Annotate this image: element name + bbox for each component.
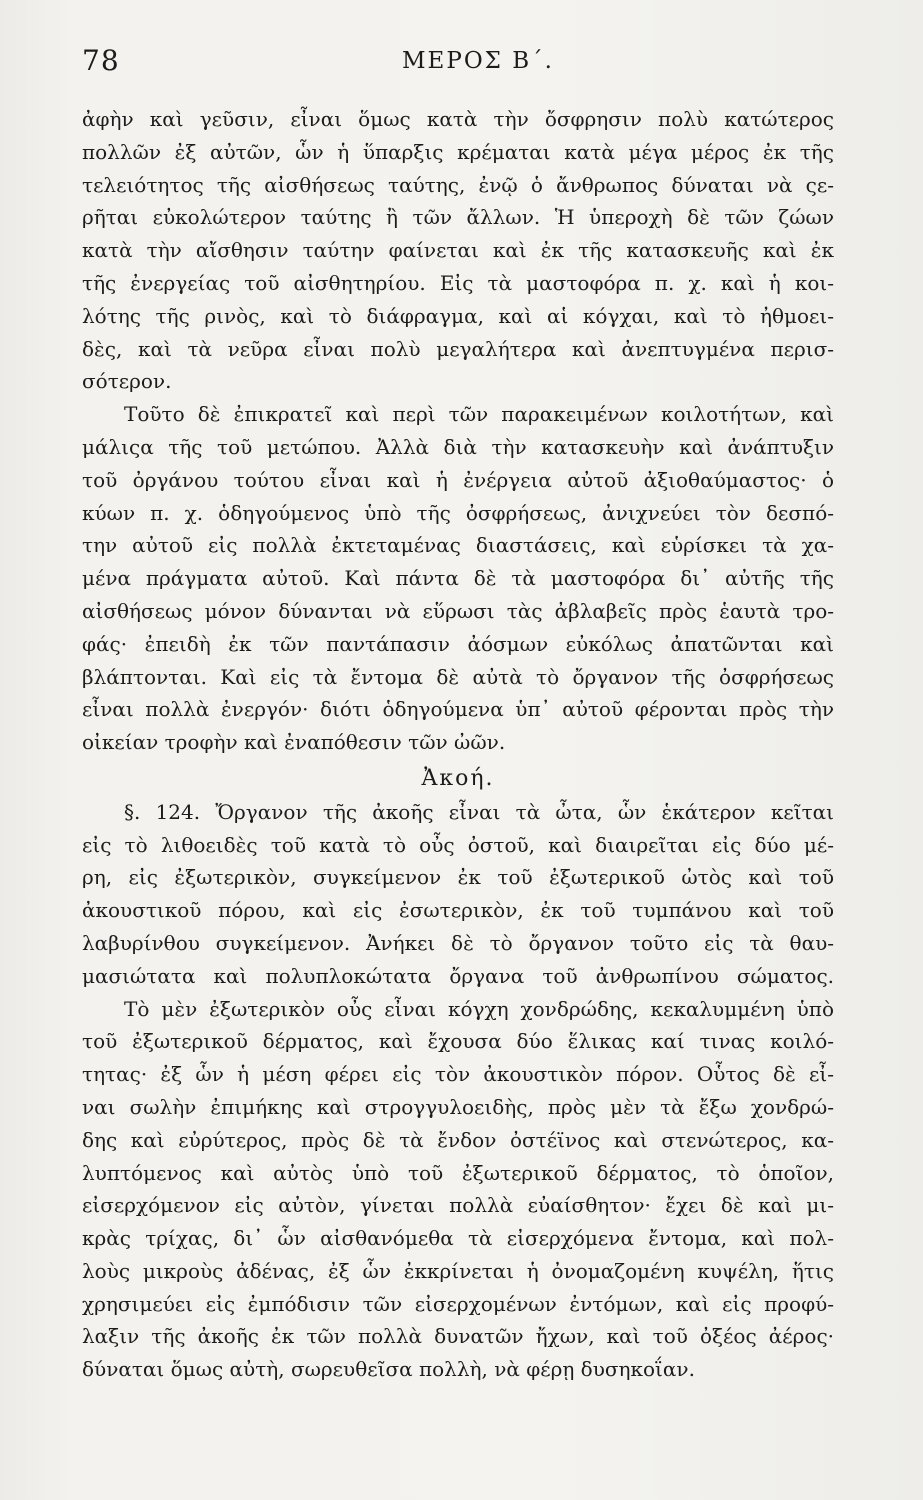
text-line: τελειότητος τῆς αἰσθήσεως ταύτης, ἐνῷ ὁ ἄνθρωπος δύναται νὰ ςε- bbox=[82, 172, 834, 197]
text-line: μάλιςα τῆς τοῦ μετώπου. Ἀλλὰ διὰ τὴν κατασκευὴν καὶ ἀνάπτυξιν bbox=[82, 434, 834, 459]
text-line: δὲς, καὶ τὰ νεῦρα εἶναι πολὺ μεγαλήτερα καὶ ἀνεπτυγμένα περισ- bbox=[82, 336, 834, 361]
text-line: λοὺς μικροὺς ἀδένας, ἐξ ὧν ἐκκρίνεται ἡ ὀνομαζομένη κυψέλη, ἥτις bbox=[82, 1258, 834, 1283]
text-line: δύναται ὅμως αὐτὴ, σωρευθεῖσα πολλὴ, νὰ φέρῃ δυσηκοΐαν. bbox=[82, 1357, 695, 1382]
text-line: πολλῶν ἐξ αὐτῶν, ὧν ἡ ὕπαρξις κρέμαται κατὰ μέγα μέρος ἐκ τῆς bbox=[82, 139, 834, 164]
text-line: τοῦ ὀργάνου τούτου εἶναι καὶ ἡ ἐνέργεια αὐτοῦ ἀξιοθαύμαστος· ὁ bbox=[82, 467, 834, 492]
text-line: Τοῦτο δὲ ἐπικρατεῖ καὶ περὶ τῶν παρακειμένων κοιλοτήτων, καὶ bbox=[124, 402, 834, 427]
text-line: φάς· ἐπειδὴ ἐκ τῶν παντάπασιν ἀόσμων εὐκόλως ἀπατῶνται καὶ bbox=[82, 631, 834, 656]
text-line: τοῦ ἐξωτερικοῦ δέρματος, καὶ ἔχουσα δύο ἕλικας καί τινας κοιλό- bbox=[82, 1029, 834, 1054]
text-line: σότερον. bbox=[82, 369, 172, 394]
body-text bbox=[82, 103, 834, 1386]
text-line: ναι σωλὴν ἐπιμήκης καὶ στρογγυλοειδὴς, πρὸς μὲν τὰ ἔξω χονδρώ- bbox=[82, 1094, 834, 1119]
text-line: μένα πράγματα αὐτοῦ. Καὶ πάντα δὲ τὰ μαστοφόρα δι᾽ αὐτῆς τῆς bbox=[82, 566, 834, 591]
text-line: Τὸ μὲν ἐξωτερικὸν οὖς εἶναι κόγχη χονδρώδης, κεκαλυμμένη ὑπὸ bbox=[124, 996, 834, 1021]
section-heading: Ἀκοή. bbox=[421, 765, 495, 791]
text-line: κατὰ τὴν αἴσθησιν ταύτην φαίνεται καὶ ἐκ τῆς κατασκευῆς καὶ ἐκ bbox=[82, 238, 834, 263]
text-line: εἶναι πολλὰ ἐνεργόν· διότι ὁδηγούμενα ὑπ᾽ αὐτοῦ φέρονται πρὸς τὴν bbox=[82, 697, 834, 722]
text-line: §. 124. Ὄργανον τῆς ἀκοῆς εἶναι τὰ ὦτα, ὧν ἑκάτερον κεῖται bbox=[124, 799, 834, 824]
text-line: μασιώτατα καὶ πολυπλοκώτατα ὄργανα τοῦ ἀνθρωπίνου σώματος. bbox=[82, 963, 834, 988]
text-line: ρη, εἰς ἐξωτερικὸν, συγκείμενον ἐκ τοῦ ἐξωτερικοῦ ὠτὸς καὶ τοῦ bbox=[82, 865, 834, 890]
text-line: την αὐτοῦ εἰς πολλὰ ἐκτεταμένας διαστάσεις, καὶ εὑρίσκει τὰ χα- bbox=[82, 533, 834, 558]
running-head: ΜΕΡΟΣ Β΄. bbox=[402, 48, 554, 74]
text-line: εἰς τὸ λιθοειδὲς τοῦ κατὰ τὸ οὖς ὀστοῦ, καὶ διαιρεῖται εἰς δύο μέ- bbox=[82, 832, 834, 857]
text-line: βλάπτονται. Καὶ εἰς τὰ ἔντομα δὲ αὐτὰ τὸ ὄργανον τῆς ὀσφρήσεως bbox=[82, 664, 834, 689]
page-header bbox=[82, 44, 834, 84]
text-line: τητας· ἐξ ὧν ἡ μέση φέρει εἰς τὸν ἀκουστικὸν πόρον. Οὗτος δὲ εἶ- bbox=[82, 1062, 834, 1087]
text-line: εἰσερχόμενον εἰς αὐτὸν, γίνεται πολλὰ εὐαίσθητον· ἔχει δὲ καὶ μι- bbox=[82, 1193, 834, 1218]
text-line: τῆς ἐνεργείας τοῦ αἰσθητηρίου. Εἰς τὰ μαστοφόρα π. χ. καὶ ἡ κοι- bbox=[82, 270, 834, 295]
text-line: κρὰς τρίχας, δι᾽ ὧν αἰσθανόμεθα τὰ εἰσερχόμενα ἔντομα, καὶ πολ- bbox=[82, 1226, 834, 1251]
text-line: δης καὶ εὐρύτερος, πρὸς δὲ τὰ ἔνδον ὀστέϊνος καὶ στενώτερος, κα- bbox=[82, 1127, 834, 1152]
page-number: 78 bbox=[82, 44, 120, 77]
text-line: αἰσθήσεως μόνον δύνανται νὰ εὕρωσι τὰς ἀβλαβεῖς πρὸς ἑαυτὰ τρο- bbox=[82, 598, 834, 623]
text-line: χρησιμεύει εἰς ἐμπόδισιν τῶν εἰσερχομένων ἐντόμων, καὶ εἰς προφύ- bbox=[82, 1291, 834, 1316]
text-line: λαβυρίνθου συγκείμενον. Ἀνήκει δὲ τὸ ὄργανον τοῦτο εἰς τὰ θαυ- bbox=[82, 930, 834, 955]
text-line: κύων π. χ. ὁδηγούμενος ὑπὸ τῆς ὀσφρήσεως, ἀνιχνεύει τὸν δεσπό- bbox=[82, 500, 834, 525]
text-line: ἀκουστικοῦ πόρου, καὶ εἰς ἐσωτερικὸν, ἐκ τοῦ τυμπάνου καὶ τοῦ bbox=[82, 898, 834, 923]
text-line: ἀφὴν καὶ γεῦσιν, εἶναι ὅμως κατὰ τὴν ὄσφρησιν πολὺ κατώτερος bbox=[82, 107, 834, 131]
text-line: λαξιν τῆς ἀκοῆς ἐκ τῶν πολλὰ δυνατῶν ἤχων, καὶ τοῦ ὀξέος ἀέρος· bbox=[82, 1324, 834, 1349]
text-line: λυπτόμενος καὶ αὐτὸς ὑπὸ τοῦ ἐξωτερικοῦ δέρματος, τὸ ὁποῖον, bbox=[82, 1160, 834, 1185]
text-line: λότης τῆς ρινὸς, καὶ τὸ διάφραγμα, καὶ αἱ κόγχαι, καὶ τὸ ἠθμοει- bbox=[82, 303, 834, 328]
text-line: οἰκείαν τροφὴν καὶ ἐναπόθεσιν τῶν ὠῶν. bbox=[82, 730, 506, 755]
text-line: ρῆται εὐκολώτερον ταύτης ἢ τῶν ἄλλων. Ἡ ὑπεροχὴ δὲ τῶν ζώων bbox=[82, 205, 834, 230]
